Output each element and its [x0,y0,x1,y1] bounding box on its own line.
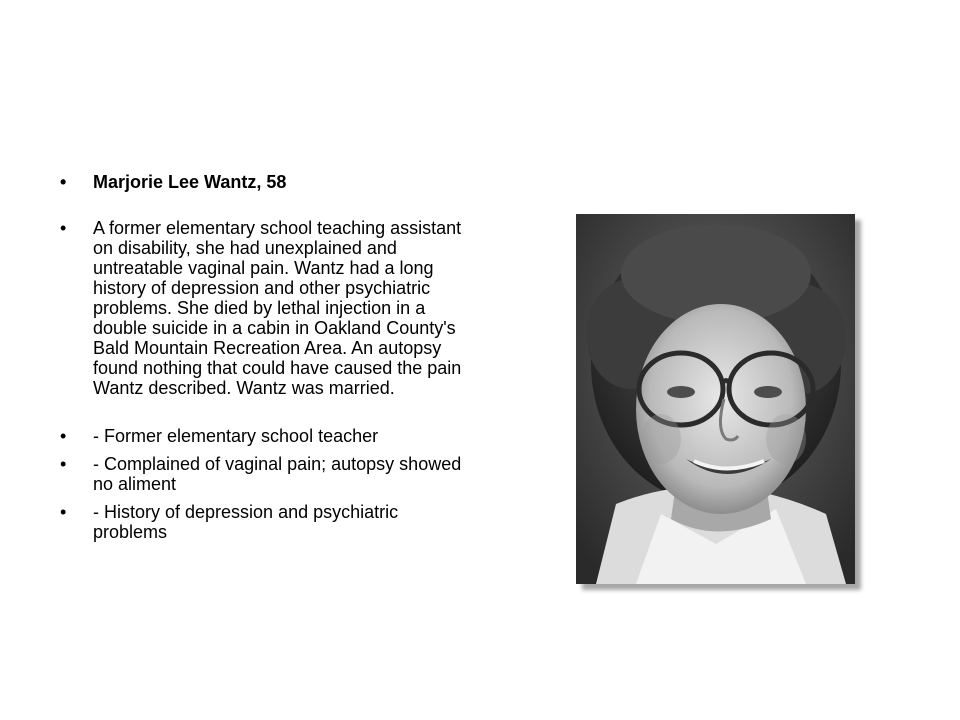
point-3-text: - History of depression and psychiatric problems [93,502,399,542]
bullet-marker: • [60,454,67,474]
bullet-marker: • [60,172,67,192]
bullet-description [60,218,470,398]
bullet-marker: • [60,502,67,522]
bullet-point-1 [60,426,470,446]
point-1-text: - Former elementary school teacher [93,426,379,446]
bullet-point-2 [60,454,470,494]
bullet-marker: • [60,218,67,238]
bullet-marker: • [60,426,67,446]
bullet-point-3 [60,502,470,542]
bullet-list [60,172,470,550]
name-age-text: Marjorie Lee Wantz, 58 [93,172,287,192]
portrait-photo [576,214,855,584]
point-2-text: - Complained of vaginal pain; autopsy showed no aliment [93,454,462,494]
portrait-illustration [576,214,855,584]
bullet-name-age [60,172,470,192]
description-text: A former elementary school teaching assistant on disability, she had unexplained and untreatable vaginal pain. Wantz had a long history of depression and other psychiatric problems. She died by lethal injection in a double suicide in a cabin in Oakland County's Bald Mountain Recreation Area. An autopsy found nothing that could have caused the pain Wantz described. Wantz was married. [93,218,462,398]
